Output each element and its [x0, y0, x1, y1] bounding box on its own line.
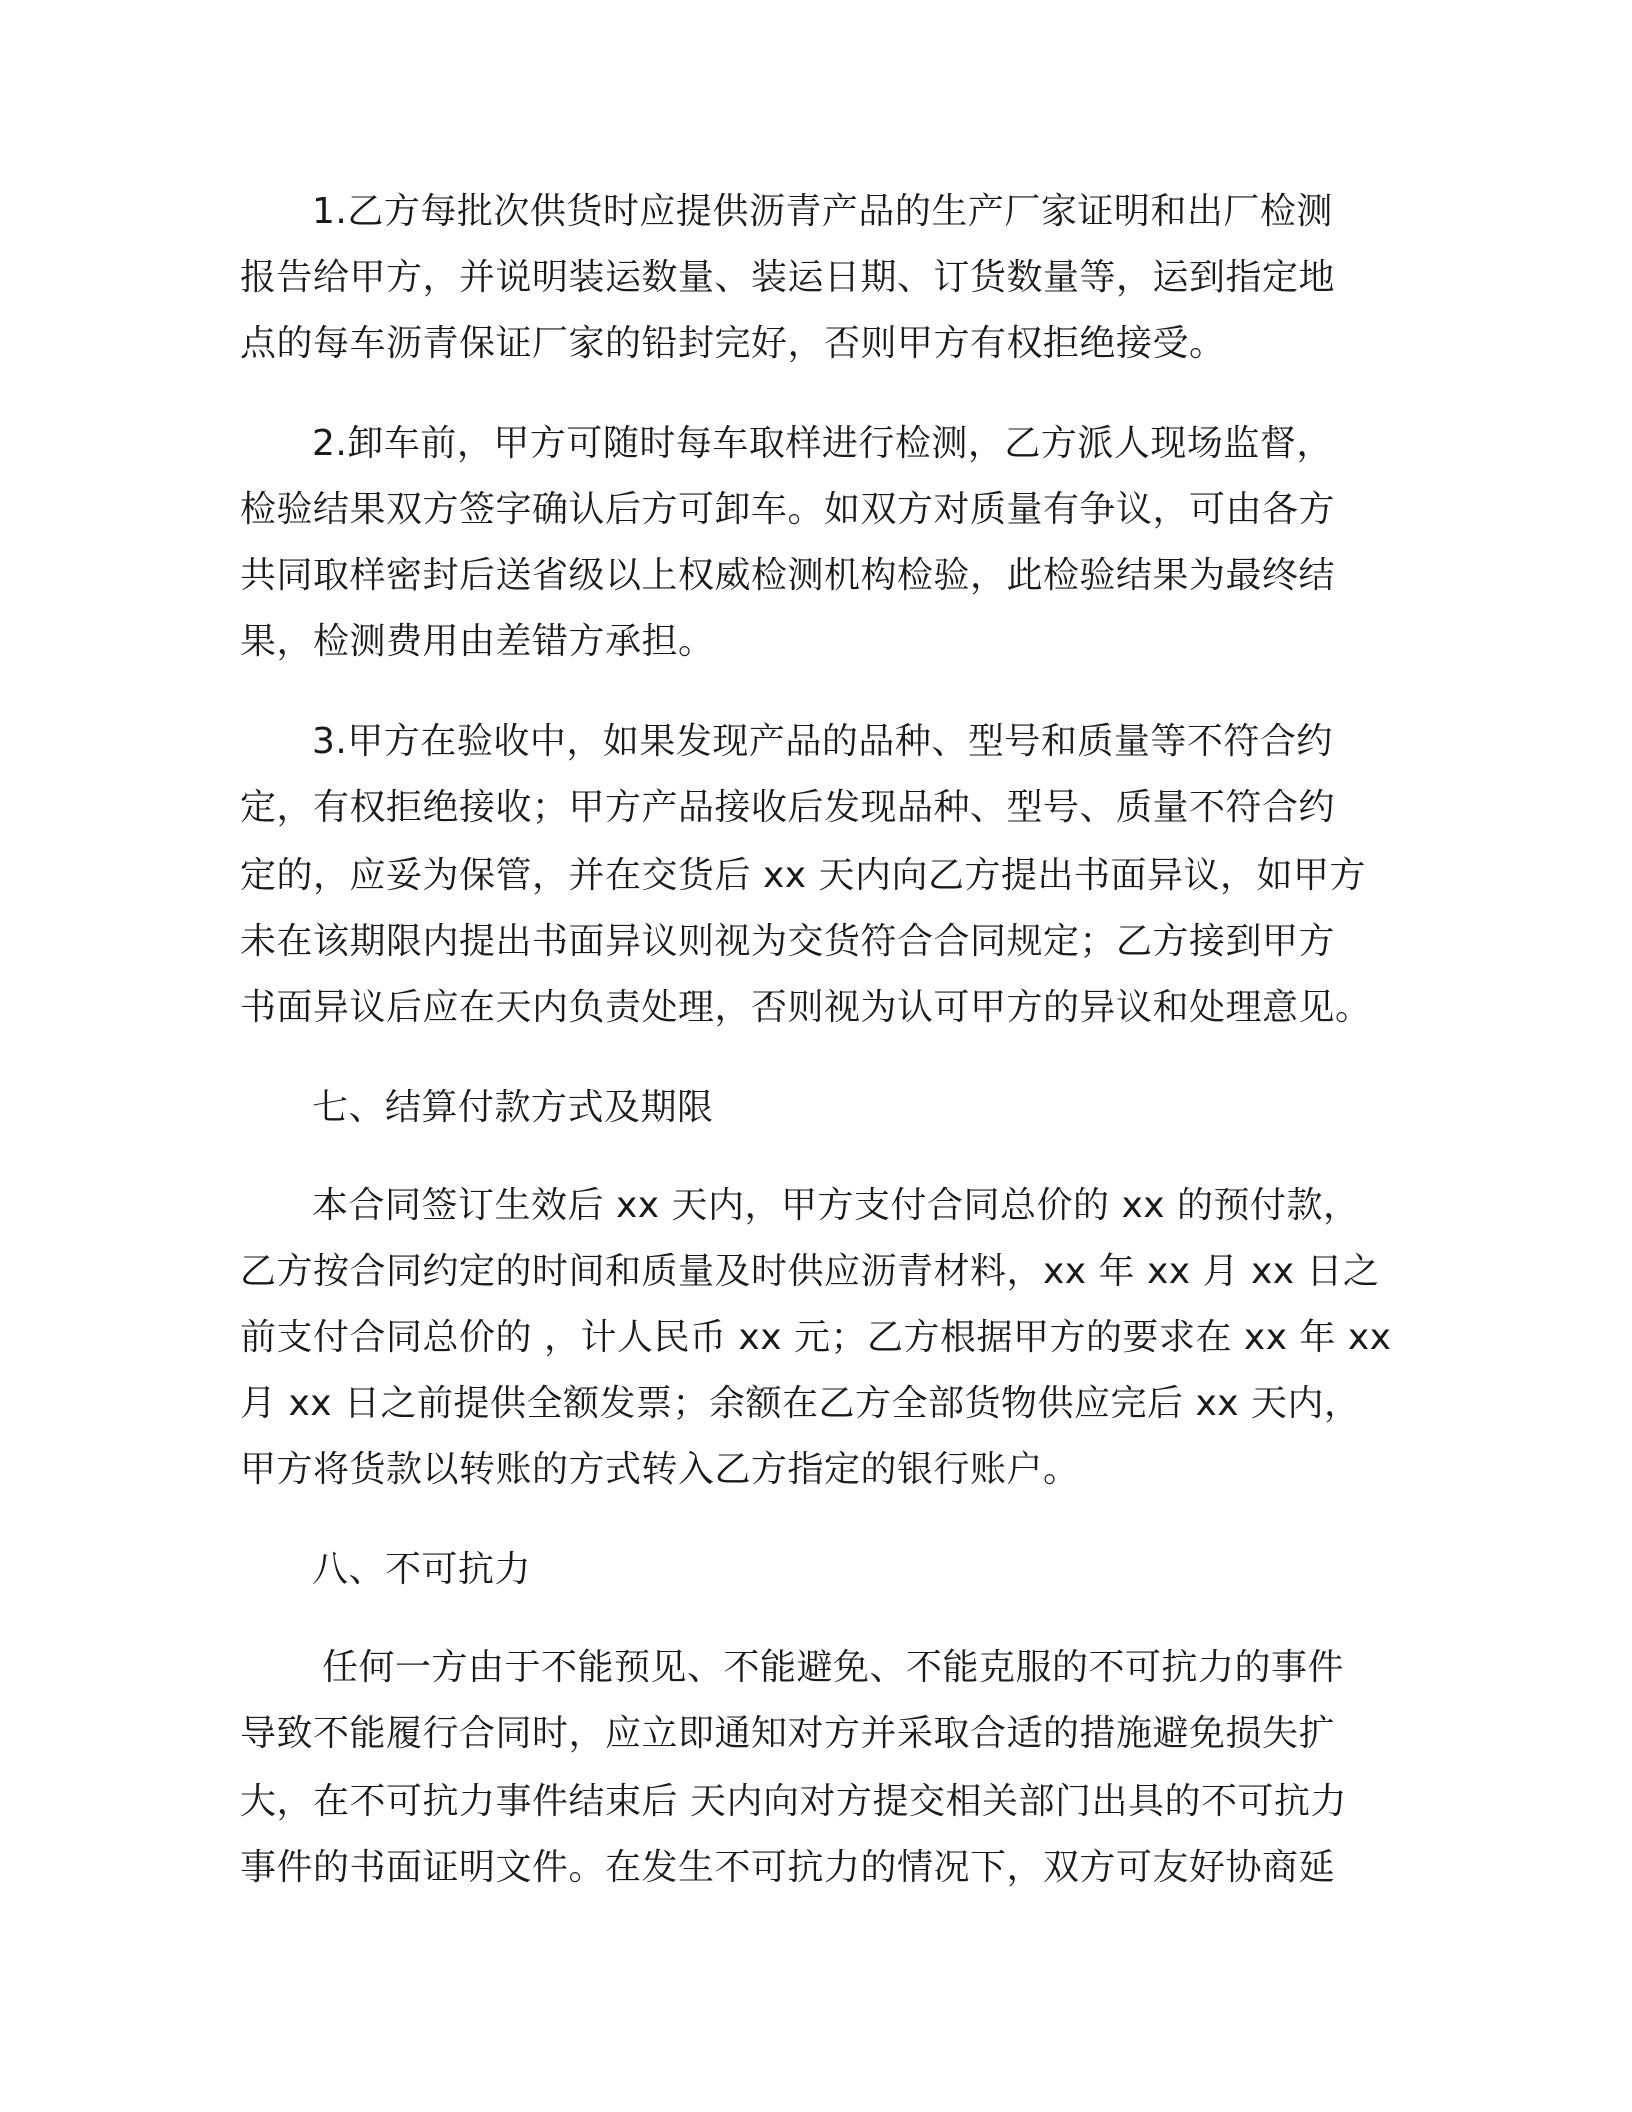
text-line: 本合同签订生效后 xx 天内，甲方支付合同总价的 xx 的预付款，	[312, 1185, 1360, 1226]
text-line: 3.甲方在验收中，如果发现产品的品种、型号和质量等不符合约	[312, 721, 1333, 762]
text-line: 月 xx 日之前提供全额发票；余额在乙方全部货物供应完后 xx 天内，	[240, 1383, 1361, 1424]
text-line: 书面异议后应在天内负责处理，否则视为认可甲方的异议和处理意见。	[240, 987, 1372, 1028]
text-line: 检验结果双方签字确认后方可卸车。如双方对质量有争议，可由各方	[240, 489, 1336, 530]
text-line: 共同取样密封后送省级以上权威检测机构检验，此检验结果为最终结	[240, 555, 1336, 596]
section-heading: 八、不可抗力	[312, 1549, 532, 1590]
text-line: 事件的书面证明文件。在发生不可抗力的情况下，双方可友好协商延	[240, 1847, 1336, 1888]
text-line: 乙方按合同约定的时间和质量及时供应沥青材料，xx 年 xx 月 xx 日之	[240, 1251, 1380, 1292]
text-line: 定的，应妥为保管，并在交货后 xx 天内向乙方提出书面异议，如甲方	[240, 855, 1366, 896]
text-line: 甲方将货款以转账的方式转入乙方指定的银行账户。	[240, 1449, 1080, 1490]
text-line: 任何一方由于不能预见、不能避免、不能克服的不可抗力的事件	[322, 1647, 1345, 1688]
text-line: 点的每车沥青保证厂家的铅封完好，否则甲方有权拒绝接受。	[240, 323, 1226, 364]
text-line: 大，在不可抗力事件结束后 天内向对方提交相关部门出具的不可抗力	[240, 1781, 1347, 1822]
text-line: 2.卸车前，甲方可随时每车取样进行检测，乙方派人现场监督，	[312, 423, 1333, 464]
text-line: 前支付合同总价的 ，计人民币 xx 元；乙方根据甲方的要求在 xx 年 xx	[240, 1317, 1392, 1358]
text-line: 报告给甲方，并说明装运数量、装运日期、订货数量等，运到指定地	[240, 257, 1336, 298]
section-heading: 七、结算付款方式及期限	[312, 1087, 714, 1128]
text-line: 导致不能履行合同时，应立即通知对方并采取合适的措施避免损失扩	[240, 1713, 1336, 1754]
text-line: 1.乙方每批次供货时应提供沥青产品的生产厂家证明和出厂检测	[312, 191, 1333, 232]
text-line: 定，有权拒绝接收；甲方产品接收后发现品种、型号、质量不符合约	[240, 787, 1336, 828]
text-line: 果，检测费用由差错方承担。	[240, 621, 715, 662]
text-line: 未在该期限内提出书面异议则视为交货符合合同规定；乙方接到甲方	[240, 921, 1336, 962]
